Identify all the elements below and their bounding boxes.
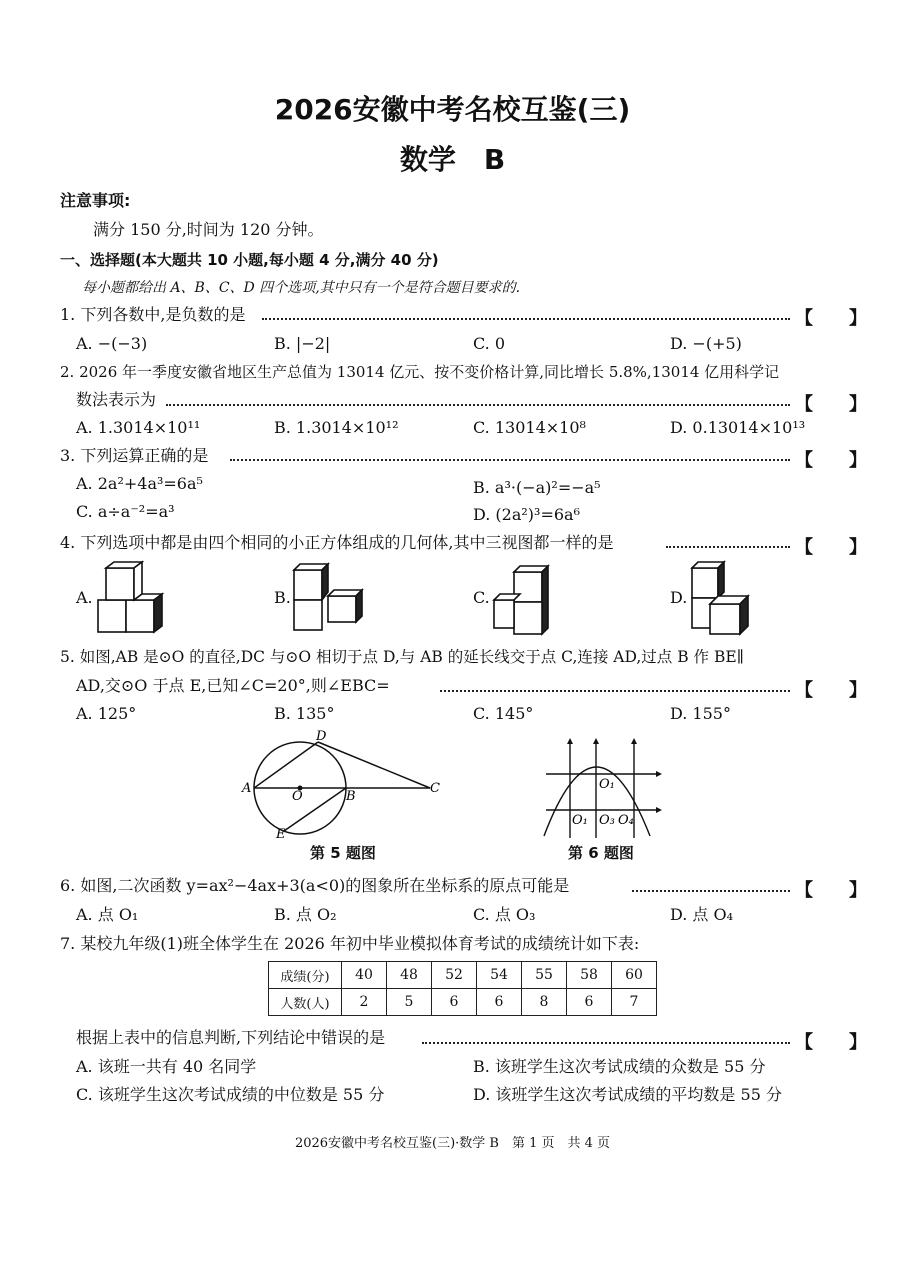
table-header-count: 人数(人)	[269, 989, 342, 1016]
q3-dots	[230, 459, 790, 461]
table-cell: 7	[612, 989, 657, 1016]
section-instruction: 每小题都给出 A、B、C、D 四个选项,其中只有一个是符合题目要求的.	[82, 280, 521, 296]
q1-option-c: C. 0	[473, 334, 506, 353]
q4-cubes-c-figure	[490, 562, 562, 636]
table-cell: 6	[432, 989, 477, 1016]
fig6-label-o3: O₃	[599, 813, 615, 828]
q6-answer-bracket[interactable]: 【 】	[795, 880, 867, 901]
fig5-label-d: D	[316, 729, 327, 744]
q2-dots	[166, 404, 790, 406]
q5-figure-caption: 第 5 题图	[310, 844, 376, 862]
q7-score-table	[268, 961, 657, 1016]
fig6-label-o4: O₄	[618, 813, 634, 828]
q6-dots	[632, 890, 790, 892]
q4-answer-bracket[interactable]: 【 】	[795, 537, 867, 558]
q6-option-b: B. 点 O₂	[274, 905, 337, 924]
q5-option-d: D. 155°	[670, 704, 731, 723]
q3-answer-bracket[interactable]: 【 】	[795, 450, 867, 471]
q1-option-d: D. −(+5)	[670, 334, 742, 353]
q5-option-a: A. 125°	[76, 704, 137, 723]
q2-option-b: B. 1.3014×10¹²	[274, 418, 399, 437]
q4-cubes-a-figure	[96, 560, 166, 636]
fig5-label-c: C	[430, 781, 440, 796]
q1-dots	[262, 318, 790, 320]
q3-stem: 3. 下列运算正确的是	[60, 446, 209, 465]
q5-answer-bracket[interactable]: 【 】	[795, 680, 867, 701]
table-cell: 6	[477, 989, 522, 1016]
q6-stem: 6. 如图,二次函数 y=ax²−4ax+3(a<0)的图象所在坐标系的原点可能是	[60, 876, 570, 895]
page-footer: 2026安徽中考名校互鉴(三)·数学 B 第 1 页 共 4 页	[294, 1136, 611, 1151]
q6-parabola-figure	[540, 738, 664, 838]
q3-option-a: A. 2a²+4a³=6a⁵	[76, 474, 203, 493]
q4-option-c: C.	[473, 588, 490, 607]
q6-option-c: C. 点 O₃	[473, 905, 536, 924]
q6-option-a: A. 点 O₁	[76, 905, 139, 924]
table-cell: 5	[387, 989, 432, 1016]
table-cell: 52	[432, 962, 477, 989]
q6-figure-caption: 第 6 题图	[568, 844, 634, 862]
q5-dots	[440, 690, 790, 692]
q7-stem-line2: 根据上表中的信息判断,下列结论中错误的是	[76, 1028, 386, 1047]
q6-option-d: D. 点 O₄	[670, 905, 734, 924]
q5-stem-line2: AD,交⊙O 于点 E,已知∠C=20°,则∠EBC=	[76, 676, 390, 695]
table-cell: 6	[567, 989, 612, 1016]
q1-stem: 1. 下列各数中,是负数的是	[60, 305, 246, 324]
table-cell: 60	[612, 962, 657, 989]
fig5-label-b: B	[346, 789, 356, 804]
q2-option-c: C. 13014×10⁸	[473, 418, 586, 437]
q7-stem: 7. 某校九年级(1)班全体学生在 2026 年初中毕业模拟体育考试的成绩统计如下表:	[60, 934, 640, 953]
q7-option-b: B. 该班学生这次考试成绩的众数是 55 分	[473, 1057, 766, 1076]
q2-option-a: A. 1.3014×10¹¹	[76, 418, 201, 437]
q4-dots	[666, 546, 790, 548]
page-subtitle: 数学 B	[399, 143, 506, 176]
q3-option-b: B. a³·(−a)²=−a⁵	[473, 478, 601, 497]
q5-option-c: C. 145°	[473, 704, 534, 723]
q3-option-d: D. (2a²)³=6a⁶	[473, 505, 580, 524]
q5-stem: 5. 如图,AB 是⊙O 的直径,DC 与⊙O 相切于点 D,与 AB 的延长线交于点 C,连接 AD,过点 B 作 BE∥	[60, 648, 744, 666]
q2-answer-bracket[interactable]: 【 】	[795, 394, 867, 415]
q3-option-c: C. a÷a⁻²=a³	[76, 502, 175, 521]
fig5-label-e: E	[276, 827, 286, 842]
q4-option-b: B.	[274, 588, 291, 607]
page-title: 2026安徽中考名校互鉴(三)	[274, 93, 631, 126]
table-header-score: 成绩(分)	[269, 962, 342, 989]
q4-cubes-b-figure	[292, 562, 372, 636]
q7-option-d: D. 该班学生这次考试成绩的平均数是 55 分	[473, 1085, 782, 1104]
q4-stem: 4. 下列选项中都是由四个相同的小正方体组成的几何体,其中三视图都一样的是	[60, 533, 614, 552]
fig5-label-a: A	[242, 781, 252, 796]
section-heading: 一、选择题(本大题共 10 小题,每小题 4 分,满分 40 分)	[60, 251, 439, 269]
table-cell: 54	[477, 962, 522, 989]
fig6-label-o1: O₁	[572, 813, 588, 828]
q2-stem-line2: 数法表示为	[76, 390, 157, 409]
fig5-label-o: O	[292, 789, 303, 804]
fig6-label-o1-top: O₁	[599, 777, 615, 792]
q1-option-b: B. |−2|	[274, 334, 331, 353]
q4-option-a: A.	[76, 588, 93, 607]
q7-option-a: A. 该班一共有 40 名同学	[76, 1057, 257, 1076]
q5-circle-figure	[240, 728, 450, 840]
q2-option-d: D. 0.13014×10¹³	[670, 418, 806, 437]
table-row	[269, 989, 657, 1016]
q4-cubes-d-figure	[690, 558, 762, 638]
table-cell: 2	[342, 989, 387, 1016]
table-cell: 8	[522, 989, 567, 1016]
q7-option-c: C. 该班学生这次考试成绩的中位数是 55 分	[76, 1085, 385, 1104]
notice-heading: 注意事项:	[60, 191, 131, 210]
table-row	[269, 962, 657, 989]
table-cell: 40	[342, 962, 387, 989]
q5-option-b: B. 135°	[274, 704, 335, 723]
q1-option-a: A. −(−3)	[76, 334, 148, 353]
table-cell: 55	[522, 962, 567, 989]
q4-option-d: D.	[670, 588, 688, 607]
table-cell: 58	[567, 962, 612, 989]
notice-line: 满分 150 分,时间为 120 分钟。	[93, 220, 324, 239]
q7-dots	[422, 1042, 790, 1044]
q7-answer-bracket[interactable]: 【 】	[795, 1032, 867, 1053]
q2-stem: 2. 2026 年一季度安徽省地区生产总值为 13014 亿元、按不变价格计算,同比增长 5.8%,13014 亿用科学记	[60, 363, 780, 381]
table-cell: 48	[387, 962, 432, 989]
q1-answer-bracket[interactable]: 【 】	[795, 308, 867, 329]
